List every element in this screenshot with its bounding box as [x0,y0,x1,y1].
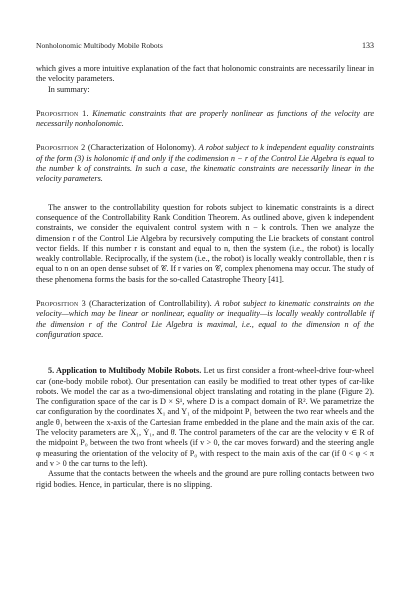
summary-line: In summary: [48,84,90,94]
proposition-1-body: Kinematic constraints that are properly nonlinear as functions of the velocity are necessarily nonholonomic. [36,108,375,129]
page-body [36,64,374,490]
proposition-3 [36,299,374,340]
controllability-paragraph: The answer to the controllability question for robots subject to kinematic constraints is a direct consequence of the Controllability Rank Condition Theorem. As outlined above, given k independent constraints, we consider the equivalent control system with n − k controls. Then we analyze the dimension r of the Control Lie Algebra by recursively computing the Lie brackets of constant control vector fields. If this number r is constant and equal to n, then the system (i.e., the robot) is locally weakly controllable. Reciprocally, if the system (i.e., the robot) is locally weakly controllable, then r is equal to n on an open dense subset of 𝒞. If r varies on 𝒞, complex phenomena may occur. The study of these phenomena forms the basis for the so-called Catastrophe Theory [41]. [36,202,374,284]
running-title: Nonholonomic Multibody Mobile Robots [36,41,163,50]
proposition-2-title: (Characterization of Holonomy). [87,143,197,153]
page-number: 133 [362,41,374,50]
section-5-paragraph [36,366,374,469]
running-header [36,41,374,53]
proposition-2-body: A robot subject to k independent equality constraints of the form (3) is holonomic if and only if the codimension n − r of the Control Lie Algebra is equal to the number k of constraints. In such a case, the kinematic constraints are necessarily linear in the velocity parameters. [36,143,375,184]
section-5-heading: 5. Application to Multibody Mobile Robots. [48,366,202,376]
rolling-contact-paragraph: Assume that the contacts between the wheels and the ground are pure rolling contacts between two rigid bodies. Hence, in particular, there is no slipping. [36,469,374,489]
section-5-text: Let us first consider a front-wheel-drive four-wheel car (one-body mobile robot). Our presentation can easily be modified to treat other types of car-like robots. We model the car as a two-dimensional object translating and rotating in the plane (Figure 2). The configuration space of the car is D × S¹, where D is a compact domain of R². We parametrize the car configuration by the coordinates X₁ and Y₁ of the midpoint P₁ between the two rear wheels and the angle θ₁ between the x-axis of the Cartesian frame embedded in the plane and the main axis of the car. The velocity parameters are Ẋ₁, Ẏ₁, and θ̇. The control parameters of the car are the velocity v ∈ R of the midpoint P₀ between the two front wheels (if v > 0, the car moves forward) and the steering angle φ measuring the orientation of the velocity of P₀ with respect to the main axis of the car (if 0 < φ < π and v > 0 the car turns to the left). [36,366,374,468]
proposition-3-label: Proposition 3 [36,299,86,309]
proposition-2-label: Proposition 2 [36,143,86,153]
proposition-2 [36,143,374,184]
proposition-3-title: (Characterization of Controllability). [88,299,212,309]
intro-paragraph: which gives a more intuitive explanation of the fact that holonomic constraints are necessarily linear in the velocity parameters. [36,64,374,84]
proposition-3-body: A robot subject to kinematic constraints on the velocity—which may be linear or nonlinear, equality or inequality—is locally weakly controllable if the dimension r of the Control Lie Algebra is maximal, i.e., equal to the dimension n of the configuration space. [36,299,375,339]
proposition-1-label: Proposition 1. [36,108,89,118]
proposition-1 [36,109,374,130]
